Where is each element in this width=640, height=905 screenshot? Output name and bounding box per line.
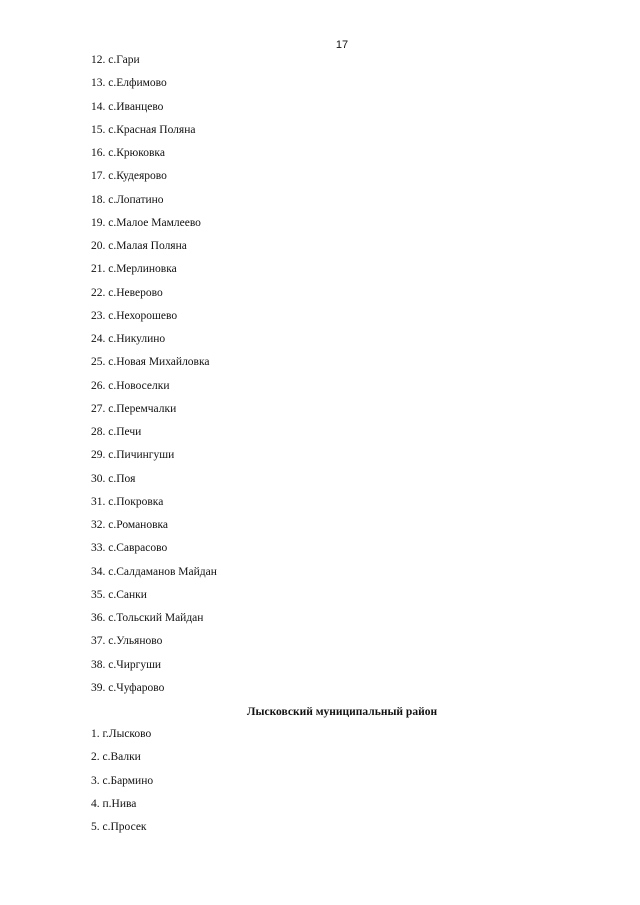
list-item: 12. с.Гари	[91, 54, 140, 66]
list-item: 16. с.Крюковка	[91, 147, 165, 159]
list-item: 28. с.Печи	[91, 426, 142, 438]
settlement-list	[91, 52, 217, 703]
list-item: 30. с.Поя	[91, 472, 136, 485]
list-item: 25. с.Новая Михайловка	[91, 356, 210, 369]
section-heading: Лысковский муниципальный район	[246, 706, 438, 718]
list-item: 3. с.Бармино	[91, 774, 154, 787]
list-item: 26. с.Новоселки	[91, 379, 170, 392]
list-item: 17. с.Кудеярово	[91, 170, 167, 183]
list-item: 5. с.Просек	[91, 821, 147, 833]
list-item: 15. с.Красная Поляна	[91, 123, 196, 136]
list-item: 31. с.Покровка	[91, 495, 164, 508]
list-item: 23. с.Нехорошево	[91, 309, 178, 322]
list-item: 38. с.Чиргуши	[91, 658, 162, 671]
list-item: 34. с.Салдаманов Майдан	[91, 565, 217, 578]
list-item: 18. с.Лопатино	[91, 193, 164, 206]
list-item: 19. с.Малое Мамлеево	[91, 216, 201, 229]
list-item: 37. с.Ульяново	[91, 635, 163, 648]
list-item: 2. с.Валки	[91, 751, 141, 764]
list-item: 27. с.Перемчалки	[91, 402, 177, 415]
list-item: 24. с.Никулино	[91, 333, 166, 345]
district-settlement-list	[91, 726, 153, 842]
page-number: 17	[335, 39, 349, 51]
list-item: 35. с.Санки	[91, 588, 147, 601]
list-item: 32. с.Романовка	[91, 519, 169, 531]
list-item: 29. с.Пичингуши	[91, 449, 175, 462]
list-item: 33. с.Саврасово	[91, 542, 168, 555]
list-item: 22. с.Неверово	[91, 286, 163, 299]
list-item: 36. с.Тольский Майдан	[91, 612, 204, 624]
list-item: 20. с.Малая Поляна	[91, 240, 187, 252]
list-item: 4. п.Нива	[91, 797, 137, 810]
list-item: 21. с.Мерлиновка	[91, 263, 177, 276]
list-item: 14. с.Иванцево	[91, 100, 164, 113]
list-item: 39. с.Чуфарово	[91, 681, 165, 694]
list-item: 13. с.Елфимово	[91, 77, 167, 90]
list-item: 1. г.Лысково	[91, 728, 152, 740]
